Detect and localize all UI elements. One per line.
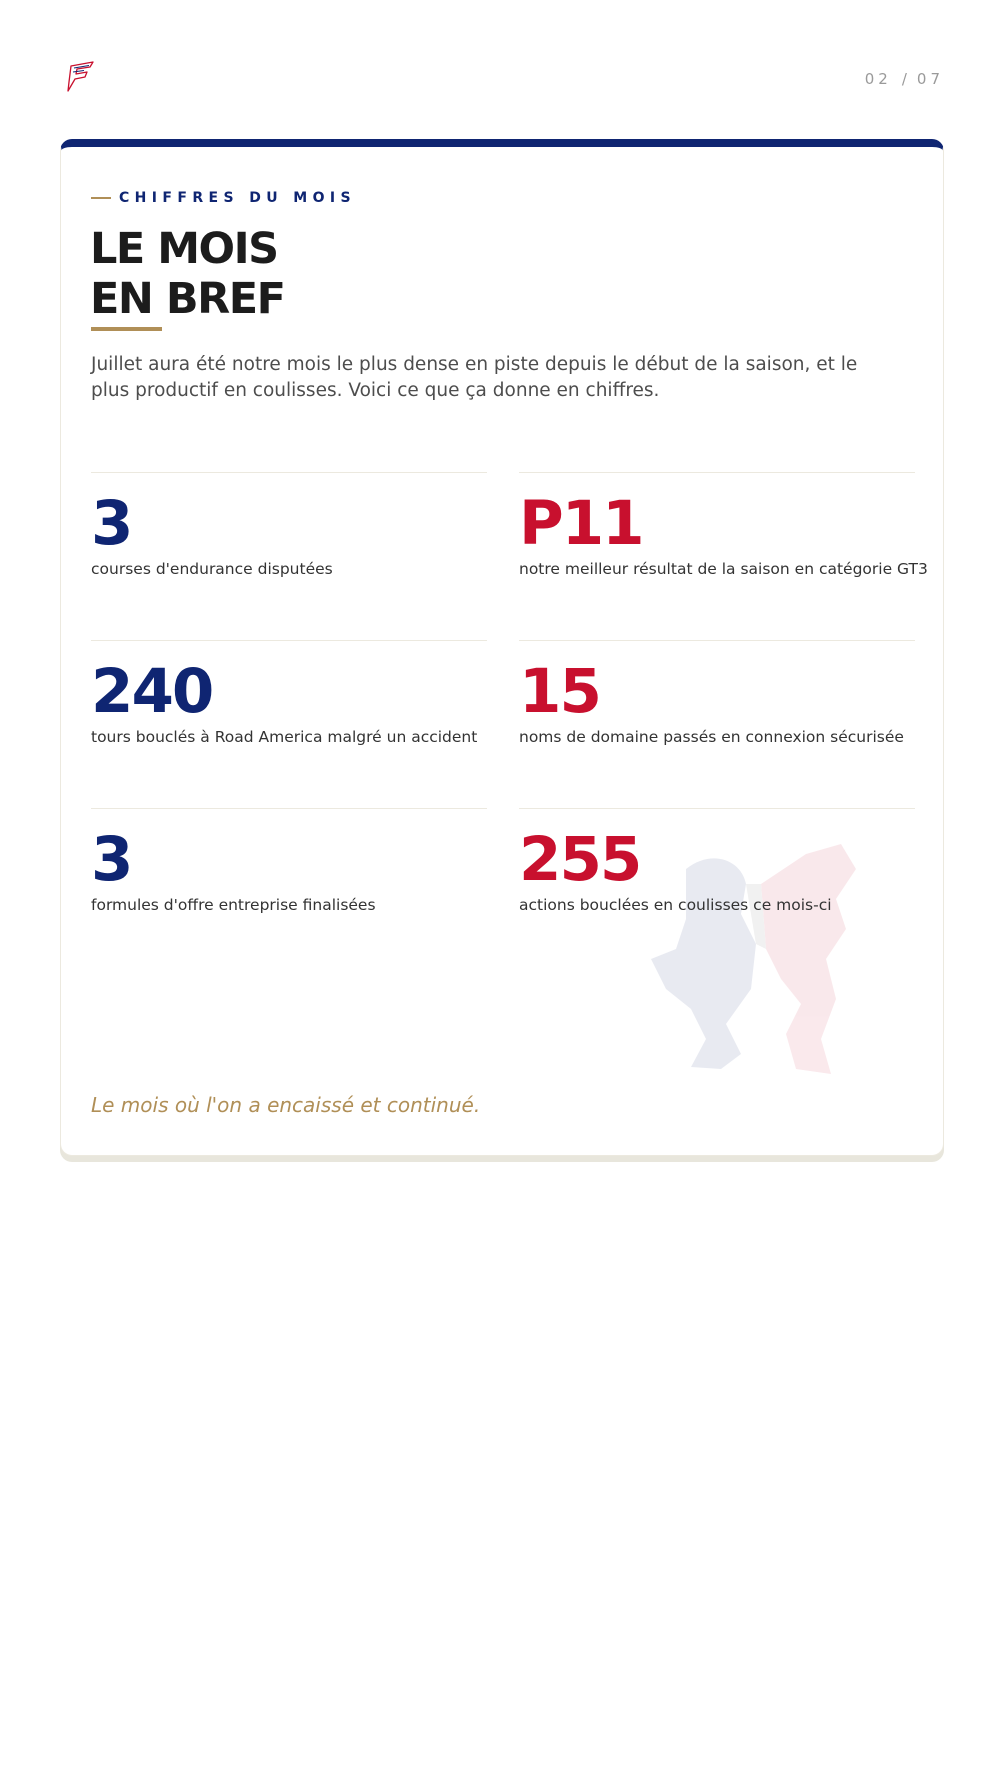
page-counter [865, 70, 944, 88]
stat-item [91, 808, 487, 929]
stat-value: 3 [91, 824, 132, 895]
page-total: 07 [916, 70, 944, 88]
stat-value: 15 [519, 656, 600, 727]
page-current: 02 [864, 70, 892, 88]
closing-tagline: Le mois où l'on a encaissé et continué. [91, 1093, 481, 1117]
page-header [0, 0, 1000, 140]
intro-paragraph: Juillet aura été notre mois le plus dense en piste depuis le début de la saison, et le plus productif en coulisses. Voici ce que ça donne en chiffres. [91, 354, 858, 401]
stat-label: formules d'offre entreprise finalisées [91, 896, 376, 914]
stat-label: actions bouclées en coulisses ce mois-ci [519, 896, 832, 914]
stat-value: P11 [519, 488, 643, 559]
stat-item [519, 640, 915, 761]
stat-item [91, 640, 487, 761]
stat-item [91, 472, 487, 593]
stat-label: courses d'endurance disputées [91, 560, 333, 578]
stat-label: noms de domaine passés en connexion sécurisée [519, 728, 904, 746]
title-line-1: LE MOIS [90, 224, 278, 274]
kicker-rule [91, 197, 111, 199]
team-f-logo-icon [62, 58, 98, 94]
stat-value: 240 [91, 656, 213, 727]
summary-card [60, 139, 944, 1156]
stat-label: notre meilleur résultat de la saison en catégorie GT3 [519, 560, 928, 578]
title-line-2: EN BREF [90, 274, 285, 324]
kicker-text: CHIFFRES DU MOIS [119, 190, 357, 206]
page-title [90, 224, 284, 324]
section-kicker [91, 190, 356, 206]
stat-item [519, 808, 915, 929]
stat-item [519, 472, 928, 593]
stat-value: 3 [91, 488, 132, 559]
stat-value: 255 [519, 824, 641, 895]
stat-label: tours bouclés à Road America malgré un accident [91, 728, 478, 746]
title-underline [91, 327, 162, 331]
page-separator: / [901, 70, 907, 88]
